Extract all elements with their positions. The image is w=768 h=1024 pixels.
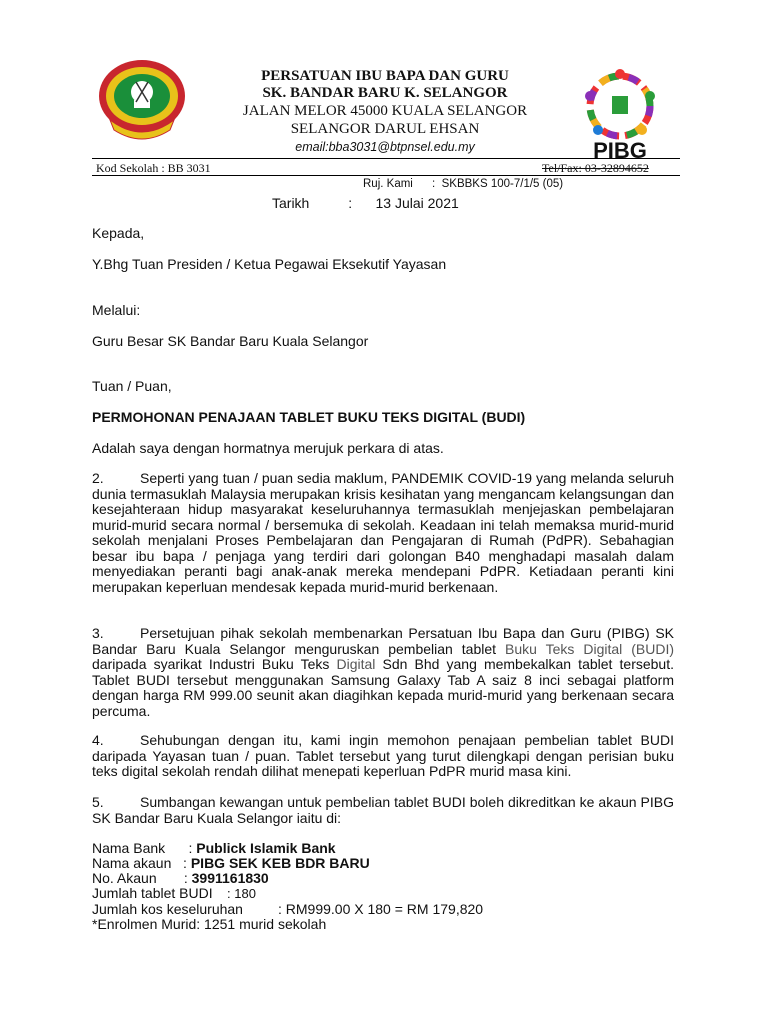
ruj-value: : SKBBKS 100-7/1/5 (05) [432, 178, 564, 190]
pibg-logo-text: PIBG [593, 138, 647, 163]
via: Guru Besar SK Bandar Baru Kuala Selangor [92, 333, 369, 349]
address-line-2: SELANGOR DARUL EHSAN [290, 121, 480, 137]
account-number-label: No. Akaun [92, 870, 157, 886]
tel-fax: Tel/Fax: 03-32894652 [542, 161, 649, 175]
tablet-count-label: Jumlah tablet BUDI [92, 885, 213, 901]
paragraph-5 [92, 795, 674, 826]
paragraph-4 [92, 733, 674, 780]
paragraph-number: 5. [92, 794, 104, 810]
paragraph-2 [92, 471, 674, 595]
address-line-1: JALAN MELOR 45000 KUALA SELANGOR [242, 103, 528, 119]
account-number-colon: : [156, 870, 192, 886]
account-number-value: 3991161830 [191, 870, 269, 886]
paragraph-3 [92, 626, 674, 719]
org-name: PERSATUAN IBU BAPA DAN GURU [261, 68, 509, 84]
account-name-label: Nama akaun [92, 855, 172, 871]
paragraph-text: Sehubungan dengan itu, kami ingin memohon penajaan pembelian tablet BUDI daripada Yayasan tuan / puan. Tablet tersebut yang turut dilengkapi dengan perisian buku teks digital sekolah rendah dilihat menepati keperluan PdPR murid masa kini. [92, 732, 674, 779]
recipient: Y.Bhg Tuan Presiden / Ketua Pegawai Eksekutif Yayasan [92, 256, 447, 272]
header-rule-top [92, 158, 680, 159]
paragraph-number: 2. [92, 470, 104, 486]
school-name: SK. BANDAR BARU K. SELANGOR [262, 85, 508, 101]
tablet-count-row [92, 886, 256, 902]
paragraph-number: 3. [92, 625, 104, 641]
to-label: Kepada, [92, 225, 145, 241]
enrolment-note: *Enrolmen Murid: 1251 murid sekolah [92, 916, 327, 932]
bank-name-colon: : [165, 840, 197, 856]
header-rule-bottom [92, 175, 680, 176]
via-label: Melalui: [92, 302, 141, 318]
reference-number [363, 178, 563, 190]
date-label: Tarikh [272, 195, 310, 211]
subject: PERMOHONAN PENAJAAN TABLET BUKU TEKS DIGITAL (BUDI) [92, 409, 526, 425]
letter-date [272, 195, 459, 211]
account-name-value: PIBG SEK KEB BDR BARU [190, 855, 370, 871]
ruj-label: Ruj. Kami [363, 178, 413, 190]
salutation: Tuan / Puan, [92, 378, 172, 394]
paragraph-number: 4. [92, 732, 104, 748]
paragraph-text: Seperti yang tuan / puan sedia maklum, PANDEMIK COVID-19 yang melanda seluruh dunia termasuklah Malaysia merupakan krisis kesihatan yang mengancam kelangsungan dan kesejahteraan hidup masyarakat keseluruhannya termasuklah menjejaskan pembelajaran murid-murid secara normal / bersemuka di sekolah. Keadaan ini telah memaksa murid-murid sekolah menjalani Proses Pembelajaran dan Pengajaran di Rumah (PdPR). Sebahagian besar ibu bapa / penjaga yang terdiri dari golongan B40 menghadapi masalah dalam menyediakan peranti bagi anak-anak mereka mendepani PdPR. Ketiadaan peranti kini merupakan keperluan mendesak kepada murid-murid berkenaan. [92, 470, 674, 595]
paragraph-text: Sumbangan kewangan untuk pembelian tablet BUDI boleh dikreditkan ke akaun PIBG SK Bandar Baru Kuala Selangor iaitu di: [92, 794, 674, 826]
code-row [92, 161, 680, 175]
total-cost-value: : RM999.00 X 180 = RM 179,820 [242, 901, 484, 917]
opening: Adalah saya dengan hormatnya merujuk perkara di atas. [92, 440, 444, 456]
email: email:bba3031@btpnsel.edu.my [295, 140, 475, 154]
school-crest-icon [96, 56, 188, 140]
total-cost-label: Jumlah kos keseluruhan [92, 901, 243, 917]
bank-name-value: Publick Islamik Bank [196, 840, 336, 856]
school-code: Kod Sekolah : BB 3031 [96, 161, 211, 175]
date-value: : 13 Julai 2021 [348, 195, 459, 211]
tablet-count-value: : 180 [212, 886, 256, 901]
paragraph-text: Sdn Bhd yang membekalkan tablet tersebut. Tablet BUDI tersebut menggunakan Samsung Galaxy Tab A saiz 8 inci sebagai platform dengan harga RM 999.00 seunit akan diagihkan kepada murid-murid yang berkenaan secara percuma. [92, 656, 674, 719]
bank-name-label: Nama Bank [92, 840, 166, 856]
paragraph-text-highlight: Buku Teks Digital (BUDI) [504, 640, 674, 657]
pibg-logo-icon [578, 66, 662, 164]
paragraph-text-highlight: Digital [336, 656, 376, 672]
account-name-colon: : [171, 855, 191, 871]
paragraph-text: daripada syarikat Industri Buku Teks [92, 656, 337, 672]
paragraph-text: Persetujuan pihak sekolah membenarkan Persatuan Ibu Bapa dan Guru (PIBG) SK Bandar Baru Kuala Selangor menguruskan pembelian tablet [92, 625, 674, 657]
letterhead [0, 0, 768, 180]
